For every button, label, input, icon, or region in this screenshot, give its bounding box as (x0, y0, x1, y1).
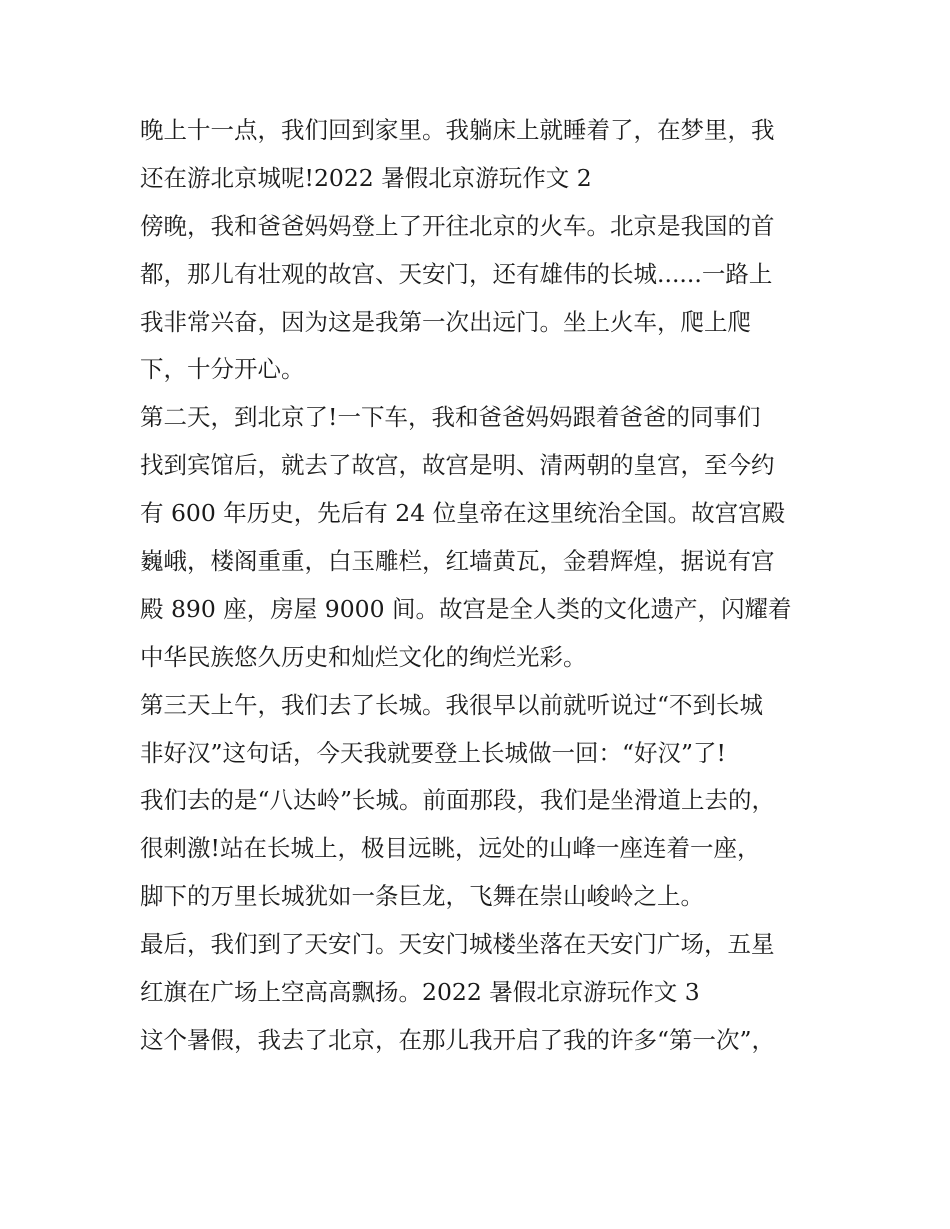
text-line-17: 脚下的万里长城犹如一条巨龙，飞舞在崇山峻岭之上。 (140, 882, 704, 911)
text-line-12: 中华民族悠久历史和灿烂文化的绚烂光彩。 (140, 642, 587, 671)
text-line-20: 这个暑假，我去了北京，在那儿我开启了我的许多“第一次”， (140, 1025, 776, 1054)
text-line-7: 第二天，到北京了!一下车，我和爸爸妈妈跟着爸爸的同事们 (140, 403, 761, 432)
text-line-6: 下，十分开心。 (140, 355, 305, 384)
text-line-5: 我非常兴奋，因为这是我第一次出远门。坐上火车，爬上爬 (140, 307, 751, 336)
text-line-3: 傍晚，我和爸爸妈妈登上了开往北京的火车。北京是我国的首 (140, 211, 775, 240)
text-line-9: 有 600 年历史，先后有 24 位皇帝在这里统治全国。故宫宫殿 (140, 499, 786, 528)
text-line-10: 巍峨，楼阁重重，白玉雕栏，红墙黄瓦，金碧辉煌，据说有宫 (140, 547, 775, 576)
text-line-18: 最后，我们到了天安门。天安门城楼坐落在天安门广场，五星 (140, 930, 775, 959)
text-line-4: 都，那儿有壮观的故宫、天安门，还有雄伟的长城......一路上 (140, 259, 773, 288)
text-line-15: 我们去的是“八达岭”长城。前面那段，我们是坐滑道上去的， (140, 786, 776, 815)
text-line-19: 红旗在广场上空高高飘扬。2022 暑假北京游玩作文 3 (140, 978, 700, 1007)
text-line-16: 很刺激!站在长城上，极目远眺，远处的山峰一座连着一座， (140, 834, 761, 863)
text-line-11: 殿 890 座，房屋 9000 间。故宫是全人类的文化遗产，闪耀着 (140, 594, 792, 623)
text-line-1: 晚上十一点，我们回到家里。我躺床上就睡着了，在梦里，我 (140, 116, 775, 144)
text-line-8: 找到宾馆后，就去了故宫，故宫是明、清两朝的皇宫，至今约 (140, 451, 775, 480)
text-line-2: 还在游北京城呢!2022 暑假北京游玩作文 2 (140, 163, 592, 192)
essay-text (140, 107, 820, 1065)
text-line-14: 非好汉”这句话，今天我就要登上长城做一回：“好汉”了! (140, 738, 726, 767)
text-line-13: 第三天上午，我们去了长城。我很早以前就听说过“不到长城 (140, 690, 764, 719)
